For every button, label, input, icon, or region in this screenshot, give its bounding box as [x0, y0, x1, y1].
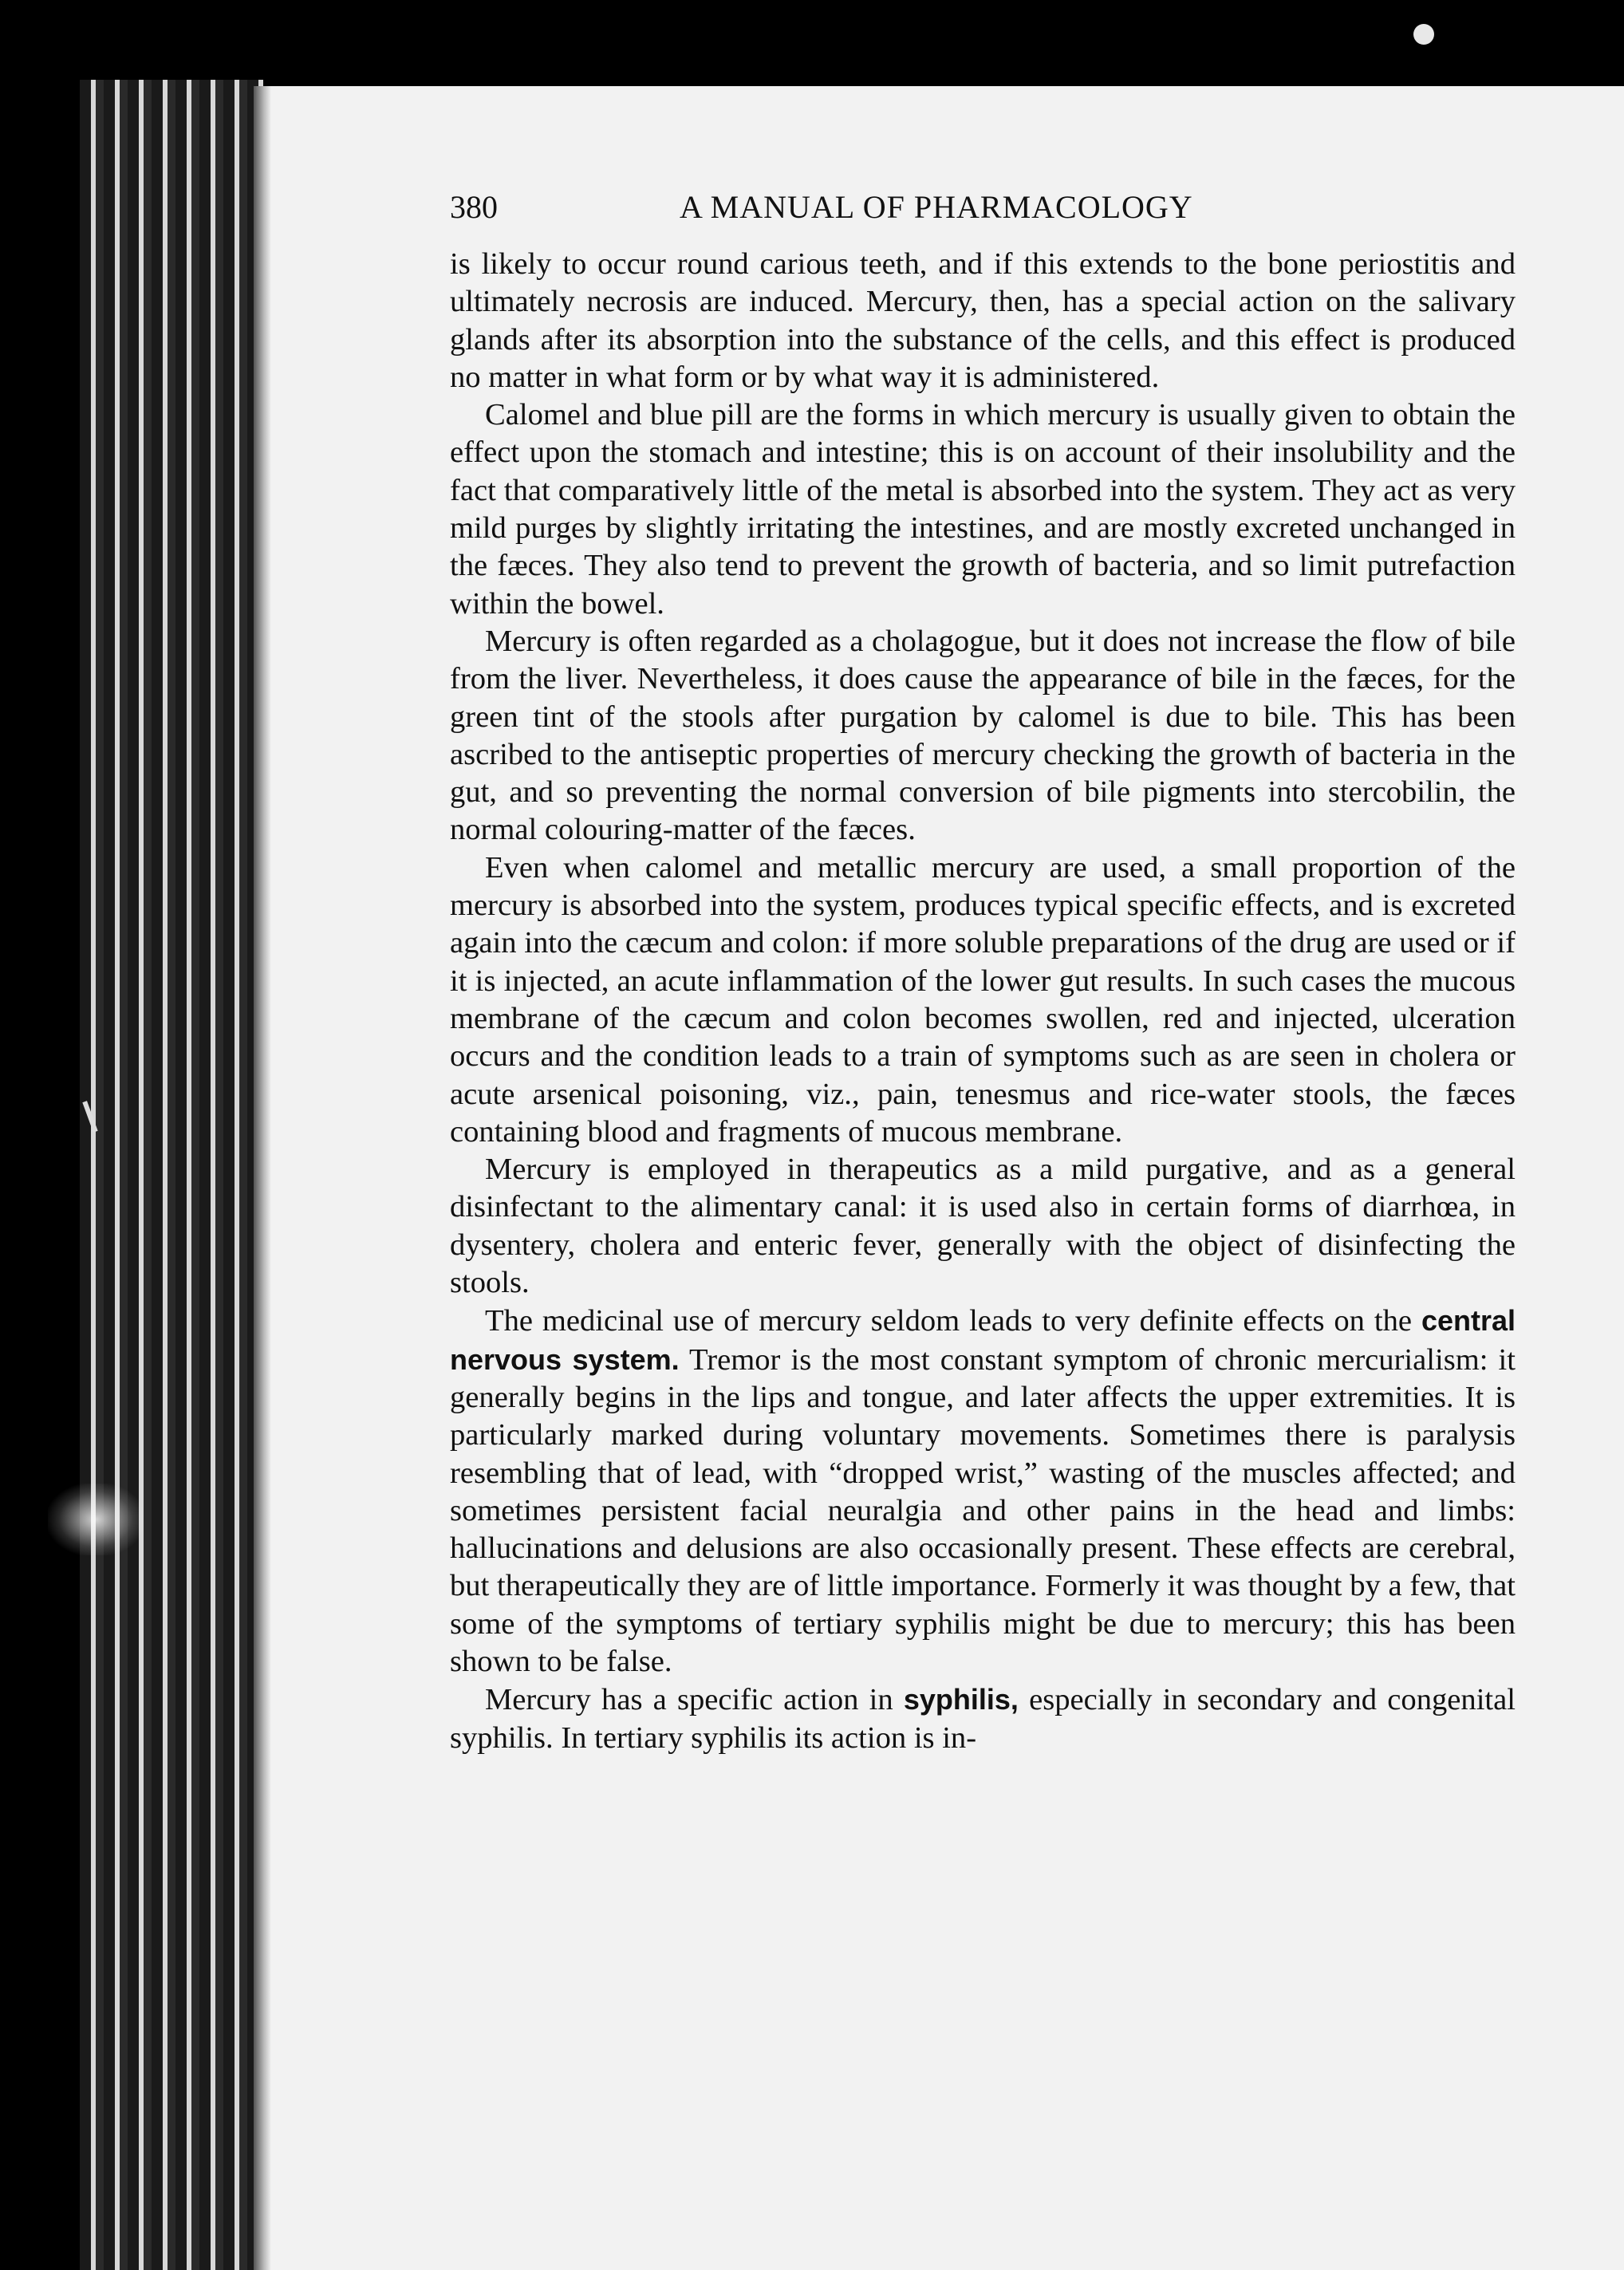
paragraph: [450, 246, 1516, 396]
page-gutter-shadow: [254, 86, 271, 2270]
bold-term: central nervous system.: [450, 1304, 1516, 1376]
paragraph-text: Tremor is the most constant symptom of chronic mercurialism: it generally begins in the lips and tongue, and later affects the upper extremities. It is particularly marked during voluntary movements. Sometimes there is paralysis resembling that of lead, with “dropped wrist,” wasting of the muscles affected; and sometimes persistent facial neuralgia and other pains in the head and limbs: hallucinations and delusions are also occasionally present. These effects are cerebral, but therapeutically they are of little importance. Formerly it was thought by a few, that some of the symptoms of tertiary syphilis might be due to mercury; this has been shown to be false.: [450, 1342, 1516, 1678]
paragraph: [450, 1302, 1516, 1681]
book-page-edges: [80, 80, 263, 2270]
paragraph-text: especially in secondary and congenital syphilis. In tertiary syphilis its action is in-: [450, 1683, 1516, 1755]
scan-speck: [1413, 24, 1434, 45]
bold-term: syphilis,: [903, 1683, 1019, 1716]
running-title: A MANUAL OF PHARMACOLOGY: [680, 189, 1193, 225]
paragraph-text: Calomel and blue pill are the forms in which mercury is usually given to obtain the effect upon the stomach and intestine; this is on account of their insolubility and the fact that comparatively little of the metal is absorbed into the system. They act as very mild purges by slightly irritating the intestines, and are mostly excreted unchanged in the fæces. They also tend to prevent the growth of bacteria, and so limit putrefaction within the bowel.: [450, 398, 1516, 621]
body-text: [450, 246, 1516, 1757]
paragraph-text: The medicinal use of mercury seldom leads to very definite effects on the: [485, 1304, 1421, 1338]
paragraph: [450, 849, 1516, 1151]
paragraph-text: Mercury has a specific action in: [485, 1683, 904, 1717]
paragraph-text: Mercury is employed in therapeutics as a mild purgative, and as a general disinfectant to the alimentary canal: it is used also in certain forms of diarrhœa, in dysentery, cholera and enteric fever, generally with the object of disinfecting the stools.: [450, 1153, 1516, 1300]
page-number: 380: [450, 189, 498, 225]
book-page: [254, 86, 1624, 2270]
paragraph-text: Even when calomel and metallic mercury are used, a small proportion of the mercury is absorbed into the system, produces typical specific effects, and is excreted again into the cæcum and colon: if more soluble preparations of the drug are used or if it is injected, an acute inflammation of the lower gut results. In such cases the mucous membrane of the cæcum and colon becomes swollen, red and injected, ulceration occurs and the condition leads to a train of symptoms such as are seen in cholera or acute arsenical poisoning, viz., pain, tenesmus and rice-water stools, the fæces containing blood and fragments of mucous membrane.: [450, 850, 1516, 1149]
paragraph-text: Mercury is often regarded as a cholagogue, but it does not increase the flow of bile from the liver. Nevertheless, it does cause the appearance of bile in the fæces, for the green tint of the stools after purgation by calomel is due to bile. This has been ascribed to the antiseptic properties of mercury checking the growth of bacteria in the gut, and so preventing the normal conversion of bile pigments into stercobilin, the normal colouring-matter of the fæces.: [450, 624, 1516, 847]
paragraph: [450, 1681, 1516, 1757]
scan-glare: [48, 1484, 144, 1555]
paragraph: [450, 396, 1516, 623]
paragraph-text: is likely to occur round carious teeth, and if this extends to the bone periostitis and ultimately necrosis are induced. Mercury, then, has a special action on the salivary glands after its absorption into the substance of the cells, and this effect is produced no matter in what form or by what way it is administered.: [450, 247, 1516, 394]
paragraph: [450, 1151, 1516, 1302]
paragraph: [450, 623, 1516, 849]
page-header: [450, 180, 1516, 236]
